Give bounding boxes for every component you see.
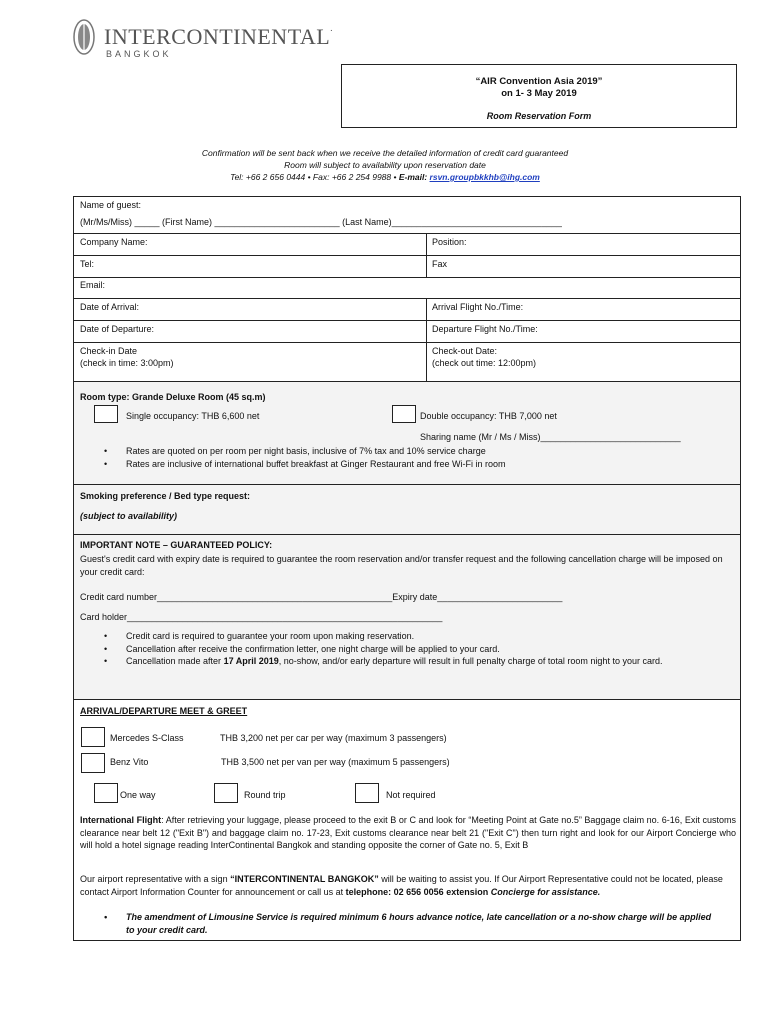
card-holder-field[interactable]: Card holder_______________________________________________________________ [80,612,443,622]
double-occupancy-checkbox[interactable] [392,405,416,423]
form-name: Room Reservation Form [486,110,592,121]
room-rate-bullets [80,445,730,470]
room-bullet: • Rates are inclusive of international buffet breakfast at Ginger Restaurant and free Wi-Fi in room [80,458,730,471]
representative-text: Our airport representative with a sign “INTERCONTINENTAL BANGKOK” will be waiting to assist you. If Our Airport Representative could not be located, please contact Airport Information Counter for announcement or call us at telephone: 02 656 0056 extension Concierge for assistance. [80,874,723,897]
title-box [341,64,737,128]
policy-bullet: • Cancellation made after 17 April 2019, no-show, and/or early departure will result in full penalty charge of total room night to your card. [80,655,736,668]
event-title: “AIR Convention Asia 2019” [475,76,603,87]
event-dates: on 1- 3 May 2019 [501,88,577,100]
logo-brand: INTERCONTINENTAL. [104,23,333,49]
note-line-2: Room will subject to availability upon reservation date [284,160,486,170]
room-type-heading: Room type: Grande Deluxe Room (45 sq.m) [80,392,266,402]
not-required-checkbox[interactable] [355,783,379,803]
intercontinental-logo-icon [73,18,95,56]
transfer-heading: ARRIVAL/DEPARTURE MEET & GREET [80,706,248,716]
mercedes-price: THB 3,200 net per car per way (maximum 3 passengers) [220,733,447,743]
benz-vito-checkbox[interactable] [81,753,105,773]
sharing-name-field[interactable]: Sharing name (Mr / Ms / Miss)____________________________ [420,432,681,442]
policy-text: Guest's credit card with expiry date is required to guarantee the room reservation and/or transfer request and the following cancellation charge will be imposed on your credit card: [80,554,723,577]
room-bullet: • Rates are quoted on per room per night basis, inclusive of 7% tax and 10% service charge [80,445,730,458]
benz-vito-price: THB 3,500 net per van per way (maximum 5 passengers) [221,757,450,767]
policy-bullet: • Cancellation after receive the confirmation letter, one night charge will be applied to your card. [80,643,736,656]
departure-flight-field[interactable]: Departure Flight No./Time: [432,324,538,334]
one-way-checkbox[interactable] [94,783,118,803]
company-field[interactable]: Company Name: [80,237,148,247]
checkout-field[interactable]: Check-out Date: (check out time: 12:00pm) [432,346,537,368]
one-way-label: One way [120,790,156,800]
checkin-field[interactable]: Check-in Date (check in time: 3:00pm) [80,346,174,368]
not-required-label: Not required [386,790,436,800]
arrival-date-field[interactable]: Date of Arrival: [80,302,140,312]
international-flight-text: International Flight: After retrieving your luggage, please proceed to the exit B or C and look for “Meeting Point at Gate no.5” Baggage claim no. 6-16, Exit customs clearance near belt 12 ("Exit B") and baggage claim no. 17-23, Exit customs clearance near belt 21 ("Exit C") then turn right and look for our Airport Concierge who will hold a hotel signage reading InterContinental Bangkok and standing opposite the corner of Gate no. 5, Exit B [80,815,736,850]
guest-name-line[interactable]: (Mr/Ms/Miss) _____ (First Name) _________________________ (Last Name)__________________________________ [80,217,562,227]
smoking-heading: Smoking preference / Bed type request: [80,491,251,501]
policy-bullet: • Credit card is required to guarantee your room upon making reservation. [80,630,736,643]
note-line-1: Confirmation will be sent back when we receive the detailed information of credit card guaranteed [201,148,569,158]
mercedes-label: Mercedes S-Class [110,733,184,743]
email-link[interactable]: rsvn.groupbkkhb@ihg.com [429,172,540,182]
credit-card-field[interactable]: Credit card number_______________________________________________Expiry date_________________________ [80,592,563,602]
contact-line: Tel: +66 2 656 0444 • Fax: +66 2 254 9988 • E-mail: rsvn.groupbkkhb@ihg.com [230,172,540,182]
round-trip-checkbox[interactable] [214,783,238,803]
confirmation-notes [60,147,710,183]
guest-name-label: Name of guest: [80,200,142,210]
round-trip-label: Round trip [244,790,286,800]
departure-date-field[interactable]: Date of Departure: [80,324,155,334]
position-field[interactable]: Position: [432,237,467,247]
double-occupancy-label: Double occupancy: THB 7,000 net [420,411,557,421]
reservation-form [73,196,741,941]
fax-field[interactable]: Fax [432,259,448,269]
single-occupancy-label: Single occupancy: THB 6,600 net [126,411,260,421]
single-occupancy-checkbox[interactable] [94,405,118,423]
smoking-subheading: (subject to availability) [80,511,178,521]
email-field[interactable]: Email: [80,280,106,290]
logo-city: BANGKOK [106,49,172,59]
amendment-bullet: • The amendment of Limousine Service is required minimum 6 hours advance notice, late cancellation or a no-show charge will be applied to your credit card. [80,911,720,936]
policy-bullets [80,630,736,668]
arrival-flight-field[interactable]: Arrival Flight No./Time: [432,302,524,312]
tel-field[interactable]: Tel: [80,259,95,269]
mercedes-checkbox[interactable] [81,727,105,747]
policy-heading: IMPORTANT NOTE – GUARANTEED POLICY: [80,540,273,550]
amendment-bullets [80,911,720,936]
benz-vito-label: Benz Vito [110,757,149,767]
